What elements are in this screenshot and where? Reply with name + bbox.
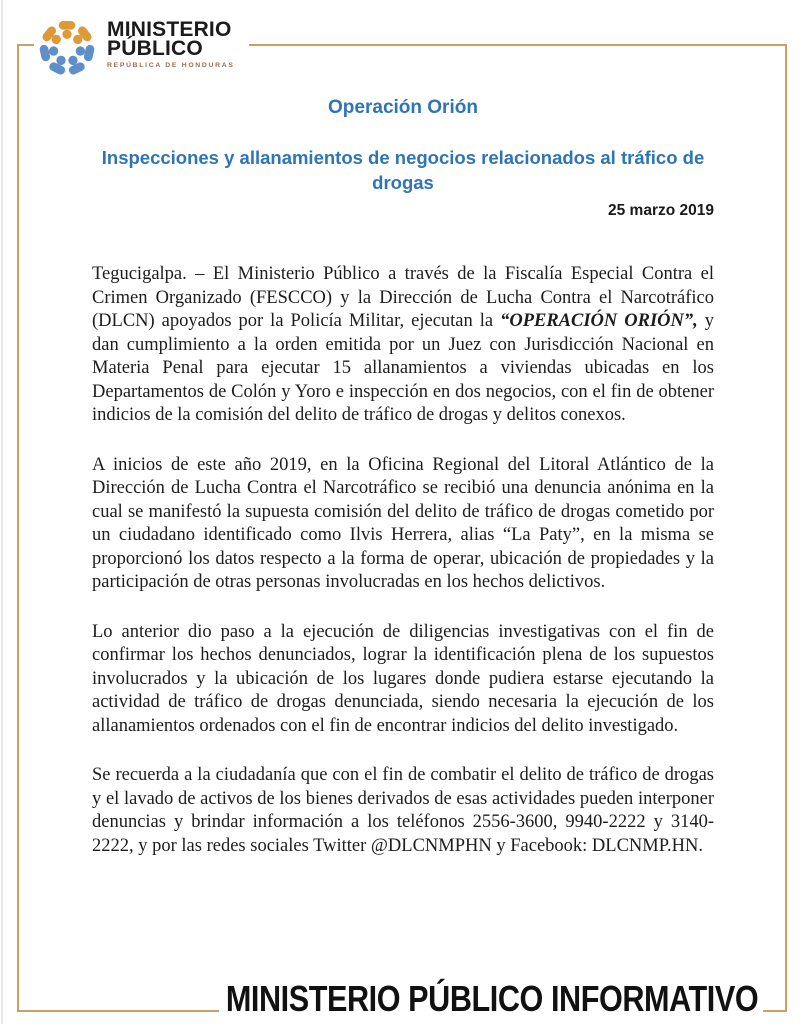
org-name-line2: PÚBLICO	[107, 37, 203, 60]
operation-name-emphasis: “OPERACIÓN ORIÓN”,	[500, 311, 698, 331]
document-subtitle: Inspecciones y allanamientos de negocios relacionados al tráfico de drogas	[101, 147, 705, 193]
paragraph-4: Se recuerda a la ciudadanía que con el fin de combatir el delito de tráfico de drogas y el lavado de activos de los bienes derivados de esas actividades pueden interponer denuncias y brindar información a los teléfonos 2556-3600, 9940-2222 y 3140-2222, y por las redes sociales Twitter @DLCNMPHN y Facebook: DLCNMP.HN.	[92, 765, 714, 856]
scan-edge-line	[1, 0, 3, 1024]
document-date: 25 marzo 2019	[608, 202, 714, 219]
body-text	[92, 263, 714, 858]
document-content	[92, 0, 714, 884]
paragraph-2: A inicios de este año 2019, en la Oficina Regional del Litoral Atlántico de la Dirección de Lucha Contra el Narcotráfico se recibió una denuncia anónima en la cual se manifestó la supuesta comisión del delito de tráfico de drogas cometido por un ciudadano identificado como Ilvis Herrera, alias “La Paty”, en la misma se proporcionó los datos respecto a la forma de operar, ubicación de propiedades y la participación de otras personas involucradas en los hechos delictivos.	[92, 454, 714, 592]
people-circle-logo-icon	[34, 14, 100, 82]
org-name-line1: MINISTERIO	[107, 18, 232, 41]
paragraph-1-lead: Tegucigalpa. – El Ministerio Público a través de la Fiscalía Especial Contra el Crimen Organizado (FESCCO) y la Dirección de Lucha Contra el Narcotráfico (DLCN) apoyados por la Policía Militar, ejecutan la	[92, 264, 714, 331]
footer-banner: MINISTERIO PÚBLICO INFORMATIVO	[219, 976, 763, 1024]
org-tagline: REPÚBLICA DE HONDURAS	[107, 62, 235, 69]
paragraph-1	[92, 263, 714, 428]
paragraph-3: Lo anterior dio paso a la ejecución de diligencias investigativas con el fin de confirmar los hechos denunciados, lograr la identificación plena de los supuestos involucrados y la ubicación de los lugares donde pudiera estarse ejecutando la actividad de tráfico de drogas denunciada, siendo necesaria la ejecución de los allanamientos ordenados con el fin de encontrar indicios del delito investigado.	[92, 621, 714, 736]
logo-people-orange	[41, 21, 94, 49]
paragraph-1-rest: y dan cumplimiento a la orden emitida por un Juez con Jurisdicción Nacional en Materia Penal para ejecutar 15 allanamientos a viviendas ubicadas en los Departamentos de Colón y Yoro e inspección en dos negocios, con el fin de obtener indicios de la comisión del delito de tráfico de drogas y delitos conexos.	[92, 311, 715, 425]
logo-people-blue	[39, 42, 95, 76]
document-title: Operación Orión	[328, 97, 478, 118]
